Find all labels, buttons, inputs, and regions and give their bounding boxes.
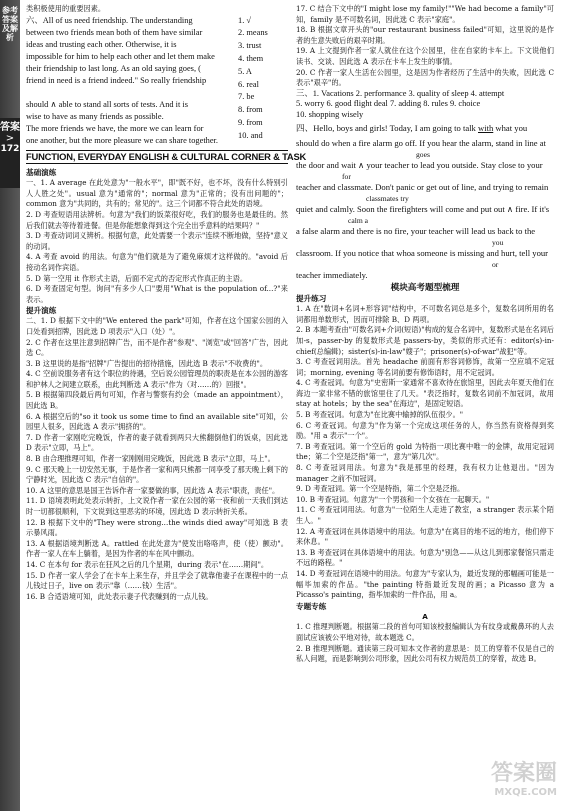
answer-item: 5. D 第一空用 it 作形式主语，后面不定式的否定形式作真正的主语。 (26, 273, 248, 283)
text-line: their friendship to last long. As an old saying goes, ( (26, 63, 201, 73)
answer-item: 一、1. A average 在此处意为"一般水平"，即"既不好，也不坏，没有什么特别引人人胜之处"。usual 意为"通常的"；normal 意为"正常的；没有出问题的"；common 意为"共同的，共有的；常见的"。这三个词都不符合此处的语境。 (26, 178, 288, 209)
watermark-logo (437, 761, 557, 807)
answer-item: 1. C 推理判断题。根据第二段的首句可知该校报编辑认为有纹身或戴鼻环的人去面试应该被公平地对待，故本题选 C。 (296, 622, 554, 642)
word-answers: 10. shopping wisely (296, 109, 364, 119)
text-line: between two friends mean both of them have similar (26, 27, 203, 37)
text-line: ideas and trusting each other. Otherwise, it is (26, 39, 177, 49)
correction-item: 6. real (238, 79, 259, 89)
subsection-heading: 专题专练 (296, 601, 327, 611)
correction-numbers (238, 15, 288, 147)
correction-note: calm a (348, 215, 369, 225)
correction-item: 1. √ (238, 15, 251, 25)
answer-item: 2. C 作者在这里注意到招牌广告，而不是作者"参观"、"浏览"或"回答"广告，因此选 C。 (26, 337, 288, 358)
answer-item: 4. C 空前说服务者有这个职位的待遇，空后说公园管理员的职责是在本公园的游客和护林人之间建立联系，由此判断选 A 表示"作为（对……的）回报"。 (26, 369, 288, 389)
correction-note: or (492, 259, 499, 269)
answer-item: 12. A 考查冠词在具体语境中的用法。句意为"在离目的地不远的地方，他们停下来休息。" (296, 526, 554, 547)
passage-line: teacher and classmate. Don't panic or get out of line, and trying to remain (296, 181, 549, 192)
answer-item: 8. B 由合理推理可知，作者一家刚刚用完晚饭，因此选 B 表示"立即，马上"。 (26, 454, 275, 464)
answer-item: 11. D 语境表明此处表示转折，上文说作者一家在公园的第一夜和前一天我们到达时一切都很顺利，下文说到这里恶劣的环境，因此选 D 表示转折关系。 (26, 496, 288, 516)
answer-item: 14. C 在本句 for 表示在狂风之后的几个星期，during 表示"在……期间"。 (26, 559, 269, 569)
passage-text: what you (493, 122, 528, 133)
word-answers: 5. worry 6. good flight deal 7. adding 8. rules 9. choice (296, 99, 481, 109)
correction-item: 10. and (238, 130, 263, 140)
passage-line: should do when a fire alarm go off. If you hear the alarm, stand in line at (296, 137, 546, 148)
passage-line: the door and wait ∧ your teacher to lead you outside. Stay close to your (296, 159, 543, 170)
correction-note: goes (416, 149, 430, 159)
correction-item: 9. from (238, 117, 263, 127)
watermark-text: 答案圈 (490, 761, 557, 786)
answer-item: 15. D 作者一家人学会了在卡车上来生存，并且学会了就靠他妻子在课程中的一点儿钱过日子，live on 表示"靠（……钱）生活"。 (26, 570, 288, 591)
answer-item: 5. B 根据第四段最后两句可知，作者与警察有约会（made an appointment），因此选 B。 (26, 390, 288, 411)
correction-note: for (342, 171, 351, 181)
answer-item: 16. B 合适语境可知，此处表示妻子代表赚到的一点儿钱。 (26, 591, 213, 601)
subsection-heading: 提升演练 (26, 306, 57, 316)
answer-item: 14. D 考查冠词在语境中的用法。句意为"专家认为，最近发现的那幅画可能是一幅毕加索的作品。"the painting 特指最近发现的画；a Picasso 意为 a Picasso's painting，指毕加索的一件作品，用 a。 (296, 568, 554, 600)
left-column (26, 4, 307, 602)
answer-item: 4. C 考查冠词。句意为"史密斯一家通常不喜欢待在旅馆里，因此去年夏天他们在海边一家非常不错的旅馆里住了几天。"表泛指时，复数名词前不加冠词，故用 stay at hotels；by the sea"在海边"，是固定短语。 (296, 378, 554, 409)
answer-item: 8. C 考查冠词用法。句意为"我是那里的经理，我有权力让他退出。"因为 manager 之前不加冠词。 (296, 463, 554, 483)
correction-item: 8. from (238, 105, 263, 115)
answer-item: 13. A 根据语境判断选 A。rattled 在此处意为"使发出咯咯声，使（使）颤动"。作者一家人在车上躺着，是因为作者的车在风中颤动。 (26, 538, 288, 559)
answer-item: 二、1. D 根据下文中的"We entered the park"可知，作者在这个国家公园的入口处看到招牌，因此选 D 项表示"入口（处）"。 (26, 316, 288, 336)
answer-item: 18. B 根据文章开头的"our restaurant business failed"可知，这里说的是作者的生意失败后的艰辛时期。 (296, 25, 554, 45)
answer-item: 4. A 考查 avoid 的用法。句意为"他们就是为了避免麻烦才这样做的。"avoid 后接动名词作宾语。 (26, 252, 288, 272)
side-title: 参考答案及解析 (2, 6, 18, 42)
text-line: should ∧ able to stand all sorts of tests. And it is (26, 99, 188, 109)
text-line: one another, but the more pleasure we can share together. (26, 135, 218, 145)
answer-tab (0, 118, 20, 188)
word-answers: 三、1. Vacations 2. performance 3. quality of sleep 4. attempt (296, 88, 505, 98)
watermark-url: MXQE.COM (494, 787, 557, 798)
text-line: wise to have as many friends as possible. (26, 111, 164, 121)
answer-item: 19. A 上文提到作者一家人就住在这个公园里，住在自家的卡车上。下文说他们读书、交谈、因此选 A 表示在卡车上发生的事情。 (296, 46, 554, 66)
passage-line: a false alarm and there is no fire, your teacher will lead us back to the (296, 225, 536, 236)
answer-item: 2. B 本题考查由"可数名词+介词(短语)"构成的复合名词中，复数形式是在名词后加-s，passer-by 的复数形式是 passers-by，类似的形式还有：editor(s)-in-chief(总编辑)；sister(s)-in-law"嫂子"；prisoner(s)-of-war"战犯"等。 (296, 325, 554, 356)
side-strip (0, 0, 20, 811)
proofread-passage (296, 121, 554, 283)
correction-item: 7. be (238, 92, 255, 102)
answer-item: 9. D 考查冠词。第一个空是特指，第二个空是泛指。 (296, 484, 465, 494)
answer-item: 12. B 根据下文中的"They were strong...the winds died away"可知选 B 表示暴风雨。 (26, 517, 288, 538)
text-line: The more friends we have, the more we can learn for (26, 123, 204, 133)
marked-word: with (478, 122, 494, 133)
passage-line: teacher immediately. (296, 269, 368, 280)
correction-item: 2. means (238, 28, 268, 38)
answer-item: 7. B 考查冠词。第一个空后的 gold 为特指一项比赛中唯一的金牌，故用定冠词 the；第二个空是泛指"第一"，意为"第几次"。 (296, 441, 554, 462)
right-column (296, 4, 554, 665)
answer-item: 11. C 考查冠词用法。句意为"一位陌生人走进了教室，a stranger 表示某个陌生人。" (296, 505, 554, 525)
text-line: friend in need is a friend indeed." So really friendship (26, 75, 207, 85)
answer-tab-label: 答案 (0, 122, 20, 133)
passage-line: classroom. If you notice that whoa someone is missing and hurt, tell your (296, 247, 549, 258)
answer-item: 2. D 考查短语用法辨析。句意为"我们的饭菜很好吃，我们的服务也是最佳的。然后我们就去等待着进餐。但是你能想象得到这个完全出乎意料的结果吗？" (26, 209, 288, 230)
answer-item: 3. B 这里说的是指"招牌"广告提出的招待措施，因此选 B 表示"不收费的"。 (26, 358, 268, 368)
answer-item: 9. C 那天晚上一切安然无事，于是作者一家和两只熊都一同享受了那天晚上剩下的宁静时光，因此选 C 表示"自信的"。 (26, 464, 288, 485)
answer-item: 10. A 这里的意思是国王告诉作者一家要做的事，因此选 A 表示"职责，责任"。 (26, 485, 280, 495)
answer-item: 2. B 推理判断题。通读第三段可知本文作者的意思是：员工的穿着不仅是自己的私人问题，而是影响到公司形象，因此公司有权力规范员工的穿着，故选 B。 (296, 643, 554, 664)
answer-item: 6. A 根据空后的"so it took us some time to find an available site"可知，公园里人很多，因此选 A 表示"拥挤的"。 (26, 411, 288, 432)
answer-item: 1. A 在"数词+名词+形容词"结构中，不可数名词总是多个，复数名词所用的名词都用单数形式，因而可排除 B、D 两项。 (296, 304, 554, 324)
answer-item: 3. D 考查动词词义辨析。根据句意，此处需要一个表示"连续不断地做，坚持"意义的动词。 (26, 231, 288, 251)
answer-item: 3. C 考查冠词用法。首先 headache 前面有形容词修饰，故第一空应填不定冠词；morning, evening 等名词前要有修饰语时，用不定冠词。 (296, 357, 554, 377)
correction-item: 3. trust (238, 41, 262, 51)
answer-item: 17. C 结合下文中的"I might lose my family!""We had become a family"可知，family 是不可数名词，因此选 C 表示"家庭"。 (296, 4, 554, 24)
answer-item: 7. D 作者一家刚吃完晚饭，作者的妻子就看到两只大熊翻倒他们的饭桌，因此选 D 表示"立即，马上"。 (26, 432, 288, 453)
text-line: 类积极使用的重要因素。 (26, 4, 106, 13)
proofreading-section (26, 15, 288, 147)
passage-text: 四、Hello, boys and girls! Today, I am going to talk (296, 122, 478, 133)
answer-item: 6. D 考查固定句型。询问"有多少人口"要用"What is the population of...?"来表示。 (26, 284, 288, 304)
module-heading: 模块高考题型梳理 (390, 282, 460, 293)
correction-item: 4. them (238, 53, 264, 63)
passage-line: quiet and calmly. Soon the firefighters will come and put out ∧ fire. If it's (296, 203, 550, 214)
passage-line (296, 121, 554, 136)
page-number: 172 (0, 144, 20, 154)
text-line: impossible for him to help each other and let them make (26, 51, 215, 61)
chevron-right-icon: > (5, 133, 15, 144)
correction-note: you (492, 237, 504, 247)
correction-item: 5. A (238, 66, 252, 76)
answer-item: 10. B 考查冠词。句意为"一个男孩和一个女孩在一起聊天。" (296, 494, 490, 504)
proofreading-text (26, 15, 238, 147)
passage-label: A (422, 611, 428, 621)
answer-item: 20. C 作者一家人生活在公园里，这是因为作者经历了生活中的失败，因此选 C 表示"艰辛"的。 (296, 67, 554, 88)
answer-item: 5. B 考查冠词。句意为"在比赛中输掉的队伍很少。" (296, 410, 464, 420)
correction-note: classmates try (366, 193, 409, 203)
answer-item: 6. C 考查冠词。句意为"作为第一个完成这项任务的人，你当然有资格得到奖励。"用 a 表示"一个"。 (296, 420, 554, 441)
section-header-bar: FUNCTION, EVERYDAY ENGLISH & CULTURAL CORNER & TASK (26, 150, 288, 165)
subsection-heading: 基础演练 (26, 168, 57, 178)
subsection-heading: 提升练习 (296, 294, 327, 304)
answer-item: 13. B 考查冠词在具体语境中的用法。句意为"别急——从这儿到那家餐馆只需走不远的路程。" (296, 547, 554, 568)
text-line: 六、All of us need friendship. The understanding (26, 15, 193, 25)
